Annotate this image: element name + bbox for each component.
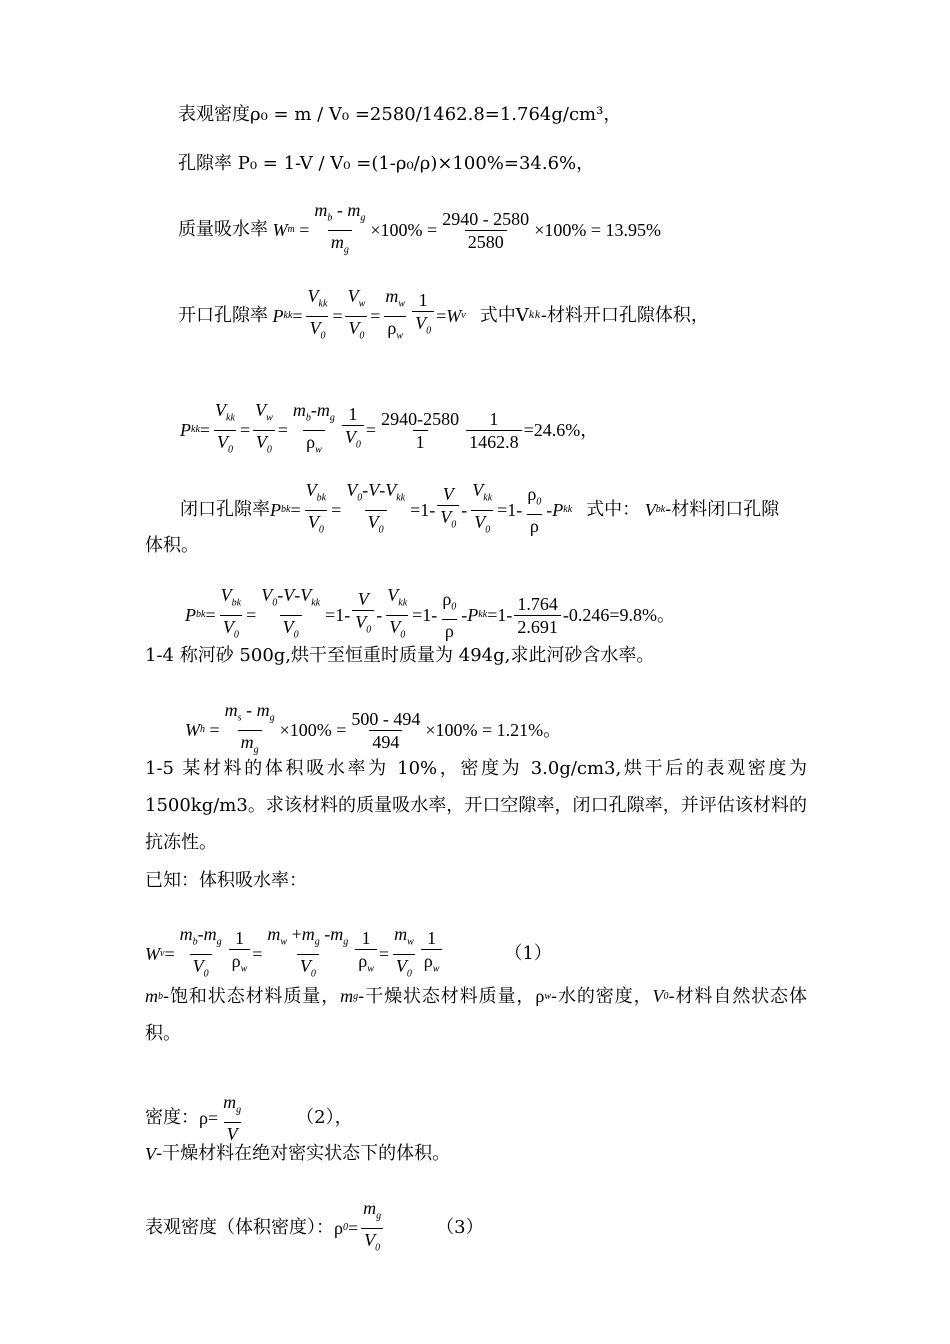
open-porosity-label: 开口孔隙率 [178,305,268,327]
equation-1: W v = $\frac{m_b-m_g}{V_0}$ $\frac{1}{\rho_w}$ = $\frac{m_w +m_g -m_g}{V_0}$ $\frac{1}{\rho_w}$ = $\frac{m_w}{V_0}$ $\frac{1}{\rho_w}$ [145,924,444,984]
equation-1-line [145,924,552,984]
density-line [145,1092,353,1144]
problem-1-4-line [145,645,654,667]
density-label: 密度： [145,1106,199,1128]
equation-3-number: （3） [436,1217,484,1239]
absolute-volume-text: -干燥材料在绝对密实状态下的体积。 [156,1143,451,1164]
open-porosity-line: 开口孔隙率 P kk = $\frac{V_{kk}}{V_0}$ = $\frac{V_w}{V_0}$ = $\frac{m_w}{\rho_w}$ $\frac{1}{V_0}$ = W v 式中V kk -材料开口孔隙体积， [178,286,709,346]
porosity-line [178,153,594,175]
problem-1-5-paragraph: 1-5 某材料的体积吸水率为 10%，密度为 3.0g/cm3,烘干后的表观密度为 1500kg/m3。求该材料的质量吸水率，开口空隙率，闭口孔隙率，并评估该材料的抗冻性。 [145,758,807,853]
closed-porosity-line: 闭口孔隙率 P bk = $\frac{V_{bk}}{V_0}$ = $\frac{V_0-V-V_{kk}}{V_0}$ =1- $\frac{V}{V_0}$ - $\frac{V_{kk}}{V_0}$ =1- $\frac{\rho_0}{\rho}$ - P kk 式中： V bk -材料闭口孔隙 [180,480,779,540]
closed-porosity-calc-line [185,585,675,645]
fraction: $\frac{2940 - 2580}{2580}$ [442,208,530,252]
equation-3: ρ 0 = $\frac{m_g}{V_0}$ [334,1198,386,1258]
closed-porosity-note: 式中： [586,499,641,521]
volume-line [145,535,199,557]
mass-absorption-label: 质量吸水率 [178,219,268,241]
given-line [145,870,307,892]
open-porosity-calc: P kk = $\frac{V_{kk}}{V_0}$ = $\frac{V_w}{V_0}$ = $\frac{m_b-m_g}{\rho_w}$ $\frac{1}{V_0}$ = $\frac{2940-2580}{1}$ $\frac{1}{1462.8}$ =24.6%， [180,400,598,460]
apparent-density-line [178,104,621,126]
open-porosity-note2: -材料开口孔隙体积， [540,305,709,327]
closed-porosity-calc: P bk = $\frac{V_{bk}}{V_0}$ = $\frac{V_0-V-V_{kk}}{V_0}$ =1- $\frac{V}{V_0}$ - $\frac{V_{kk}}{V_0}$ =1- $\frac{\rho_0}{\rho}$ - P kk =1- $\frac{1.764}{2.691}$ -0.246=9.8%。 [185,585,675,645]
problem-1-4-text: 1-4 称河砂 500g,烘干至恒重时质量为 494g,求此河砂含水率。 [145,645,655,666]
fraction: $\frac{m_b - m_g}{m_g}$ [311,200,368,260]
closed-porosity-formula: P bk = $\frac{V_{bk}}{V_0}$ = $\frac{V_0-V-V_{kk}}{V_0}$ =1- $\frac{V}{V_0}$ - $\frac{V_{kk}}{V_0}$ =1- $\frac{\rho_0}{\rho}$ - P kk [270,480,572,540]
equation-2-number: （2）， [296,1106,353,1128]
equation-2: ρ= $\frac{m_g}{V}$ [199,1092,242,1144]
variable-definitions: m b -饱和状态材料质量， m g -干燥状态材料质量，ρ w -水的密度， V 0 -材料自然状态体积。 [145,986,807,1044]
porosity-text: 孔隙率 P₀ = 1-V / V₀ =(1-ρ₀/ρ)×100%=34.6%， [178,153,595,174]
moisture-content-formula: W h = $\frac{m_s - m_g}{m_g}$ ×100% = $\frac{500 - 494}{494}$ ×100% = 1.21%。 [185,700,561,760]
given-text: 已知：体积吸水率： [145,870,307,891]
apparent-density-def-line [145,1198,484,1258]
mass-absorption-line [178,200,661,260]
volume-text: 体积。 [145,535,199,556]
equation-1-number: （1） [504,943,552,965]
open-porosity-calc-line [180,400,598,460]
open-porosity-formula: P kk = $\frac{V_{kk}}{V_0}$ = $\frac{V_w}{V_0}$ = $\frac{m_w}{\rho_w}$ $\frac{1}{V_0}$ = W v [268,286,466,346]
apparent-density-def-label: 表观密度（体积密度）： [145,1217,334,1239]
closed-porosity-label: 闭口孔隙率 [180,499,270,521]
mass-absorption-formula: W m = $\frac{m_b - m_g}{m_g}$ ×100% = $\frac{2940 - 2580}{2580}$ ×100% = 13.95% [268,200,661,260]
open-porosity-note: 式中V [479,305,529,327]
apparent-density-text: 表观密度ρ₀ = m / V₀ =2580/1462.8=1.764g/cm³， [178,104,622,125]
absolute-volume-line: V -干燥材料在绝对密实状态下的体积。 [145,1143,451,1164]
closed-porosity-note2: -材料闭口孔隙 [665,499,780,521]
